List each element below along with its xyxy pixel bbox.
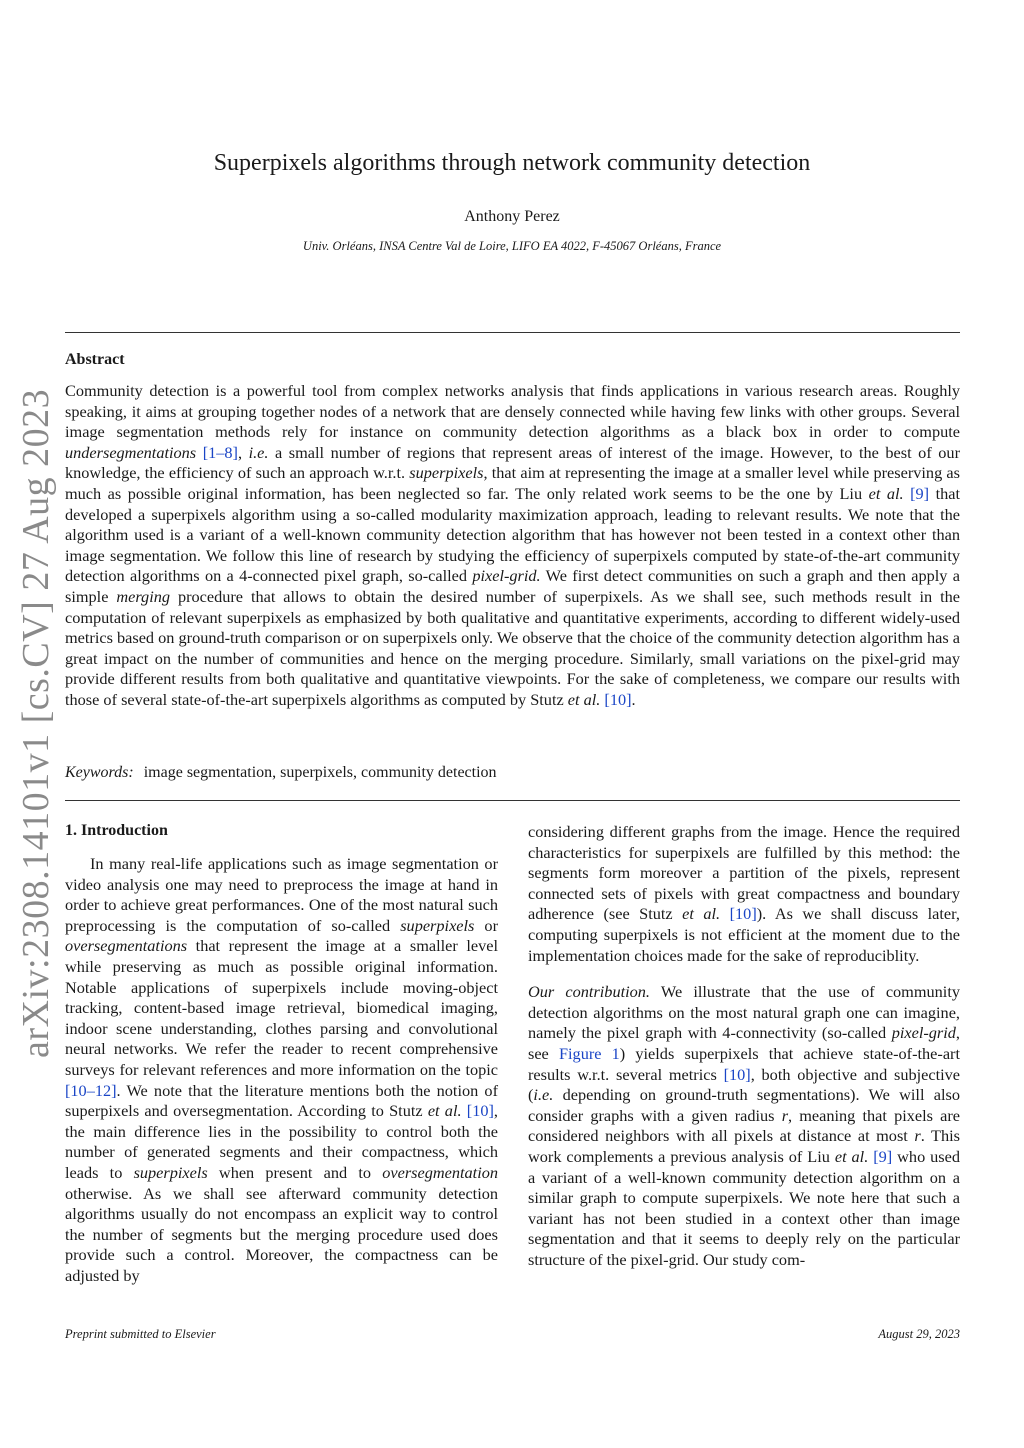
keywords-value: image segmentation, superpixels, community detection [143,764,497,781]
top-divider [65,332,960,333]
footer-preprint: Preprint submitted to Elsevier [65,1327,216,1341]
keywords-line [65,764,497,782]
abstract-heading: Abstract [65,351,125,368]
footer-date: August 29, 2023 [878,1327,960,1341]
citation-link[interactable]: [10] [729,904,757,924]
citation-link[interactable]: [10] [723,1064,751,1084]
author-name: Anthony Perez [464,208,560,225]
contribution-paragraph: Our contribution. We illustrate that the use of community detection algorithms on the most natural graph one can imagine, namely the pixel graph with 4-connectivity (so-called pixel-grid, see Figure 1) yields superpixels that achieve state-of-the-art results w.r.t. several metrics [10], both objective and subjective (i.e. depending on ground-truth segmentations). We will also consider graphs with a given radius r, meaning that pixels are considered neighbors with all pixels at distance at most r. This work complements a previous analysis of Liu et al. [9] who used a variant of a well-known community detection algorithm on a similar graph to compute superpixels. We note here that such a variant has not been studied in a context other than image segmentation and that it seems to deeply rely on the particular structure of the pixel-grid. Our study com- [528,982,961,1269]
right-column [528,822,960,1270]
keywords-label: Keywords: [65,764,134,781]
citation-link[interactable]: [9] [910,483,930,503]
section-heading: 1. Introduction [65,822,168,839]
citation-link[interactable]: [1–8] [202,442,238,462]
citation-link[interactable]: [10] [466,1101,494,1121]
citation-link[interactable]: [10–12] [65,1080,117,1100]
bottom-divider [65,800,960,801]
intro-paragraph-1-continued: considering different graphs from the image. Hence the required characteristics for superpixels are fulfilled by this method: the segments form moreover a partition of the pixels, represent connected sets of pixels with great compactness and boundary adherence (see Stutz et al. [10]). As we shall discuss later, computing superpixels is not efficient at the moment due to the implementation choices made for the sake of reproduciblity. [528,822,961,965]
intro-paragraph-1: In many real-life applications such as image segmentation or video analysis one may need to preprocess the image at hand in order to achieve great performances. One of the most natural such preprocessing is the computation of so-called superpixels or oversegmentations that represent the image at a smaller level while preserving as much as possible original information. Notable applications of superpixels include moving-object tracking, content-based image retrieval, biomedical imaging, indoor scene understanding, clothes parsing and convolutional neural networks. We refer the reader to recent comprehensive surveys for relevant references and more information on the topic [10–12]. We note that the literature mentions both the notion of superpixels and oversegmentation. According to Stutz et al. [10], the main difference lies in the possibility to control both the number of generated segments and their compactness, which leads to superpixels when present and to oversegmentation otherwise. As we shall see afterward community detection algorithms usually do not encompass an explicit way to control the number of segments but the merging procedure used does provide such a control. Moreover, the compactness can be adjusted by [65,854,498,1285]
left-column [65,822,498,1286]
citation-link[interactable]: [10] [604,689,632,709]
abstract-body: Community detection is a powerful tool from complex networks analysis that finds applications in various research areas. Roughly speaking, it aims at grouping together nodes of a network that are densely connected while having few links with other groups. Several image segmentation methods rely for instance on community detection algorithms as a black box in order to compute undersegmentations [1–8], i.e. a small number of regions that represent areas of interest of the image. However, to the best of our knowledge, the efficiency of such an approach w.r.t. superpixels, that aim at representing the image at a smaller level while preserving as much as possible original information, has been neglected so far. The only related work seems to be the one by Liu et al. [9] that developed a superpixels algorithm using a so-called modularity maximization approach, leading to relevant results. We note that the algorithm used is a variant of a well-known community detection algorithm that has however not been tested in a context other than image segmentation. We follow this line of research by studying the efficiency of superpixels computed by state-of-the-art community detection algorithms on a 4-connected pixel graph, so-called pixel-grid. We first detect communities on such a graph and then apply a simple merging procedure that allows to obtain the desired number of superpixels. As we shall see, such methods result in the computation of relevant superpixels as emphasized by both qualitative and quantitative experiments, according to different widely-used metrics based on ground-truth comparison or on superpixels only. We observe that the choice of the community detection algorithm has a great impact on the number of communities and hence on the merging procedure. Similarly, small variations on the pixel-grid may provide different results from both qualitative and quantitative viewpoints. For the sake of completeness, we compare our results with those of several state-of-the-art superpixels algorithms as computed by Stutz et al. [10]. [65,381,961,709]
author-affiliation: Univ. Orléans, INSA Centre Val de Loire, LIFO EA 4022, F-45067 Orléans, France [302,239,722,253]
arxiv-stamp: arXiv:2308.14101v1 [cs.CV] 27 Aug 2023 [15,388,57,1058]
paper-title: Superpixels algorithms through network community detection [213,150,811,176]
figure-link[interactable]: Figure 1 [558,1043,620,1063]
citation-link[interactable]: [9] [873,1146,893,1166]
